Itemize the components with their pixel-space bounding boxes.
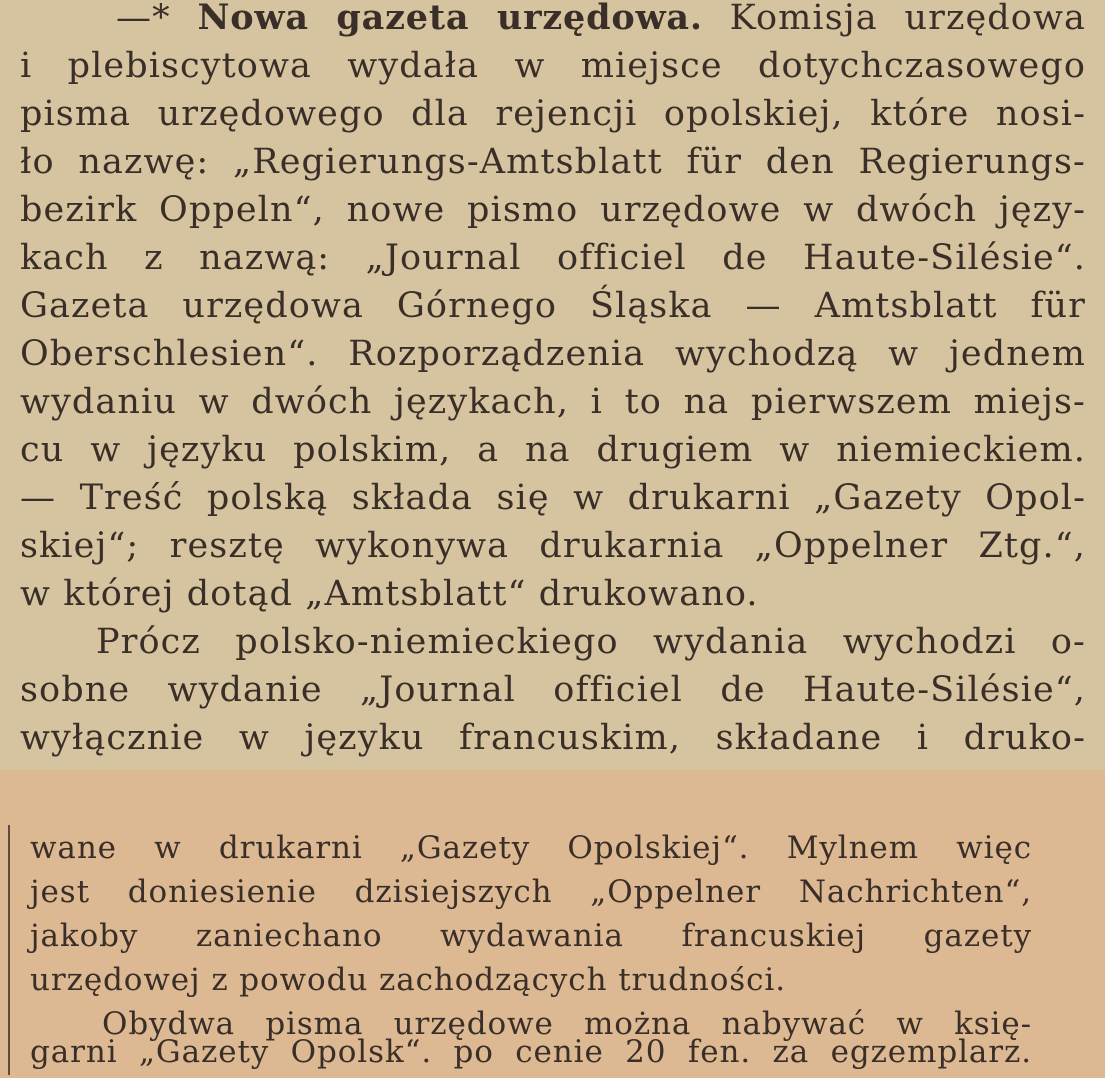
- text-line-3: pisma urzędowego dla rejencji opolskiej, które nosi-: [20, 94, 1086, 134]
- text-line-16: wyłącznie w języku francuskim, składane i druko-: [20, 718, 1086, 758]
- headline: Nowa gazeta urzędowa.: [197, 0, 703, 38]
- text-line-20: urzędowej z powodu zachodzących trudności.: [30, 962, 786, 998]
- column-rule: [8, 825, 10, 1075]
- text-line-1: Komisja urzędowa: [729, 0, 1086, 38]
- text-line-15: sobne wydanie „Journal officiel de Haute-Silésie“,: [20, 670, 1086, 710]
- text-line-7: Gazeta urzędowa Górnego Śląska — Amtsblatt für: [20, 286, 1086, 326]
- text-line-14: Prócz polsko-niemieckiego wydania wychodzi o-: [96, 622, 1086, 662]
- text-line-11: — Treść polską składa się w drukarni „Gazety Opol-: [20, 478, 1086, 518]
- text-line-10: cu w języku polskim, a na drugiem w niemieckiem.: [20, 430, 1086, 470]
- text-line-12: skiej“; resztę wykonywa drukarnia „Oppelner Ztg.“,: [20, 526, 1086, 566]
- text-line-9: wydaniu w dwóch językach, i to na pierwszem miejs-: [20, 382, 1086, 422]
- text-line-13: w której dotąd „Amtsblatt“ drukowano.: [20, 574, 759, 614]
- text-line-22: garni „Gazety Opolsk“. po cenie 20 fen. za egzemplarz.: [30, 1034, 1032, 1070]
- text-line-17: wane w drukarni „Gazety Opolskiej“. Mylnem więc: [30, 830, 1032, 866]
- text-line-6: kach z nazwą: „Journal officiel de Haute-Silésie“.: [20, 238, 1086, 278]
- text-line-8: Oberschlesien“. Rozporządzenia wychodzą w jednem: [20, 334, 1086, 374]
- headline-dash: —*: [116, 0, 198, 38]
- text-line-18: jest doniesienie dzisiejszych „Oppelner Nachrichten“,: [30, 874, 1032, 910]
- headline-line: [116, 0, 1086, 42]
- text-line-19: jakoby zaniechano wydawania francuskiej gazety: [30, 918, 1032, 954]
- text-line-21: Obydwa pisma urzędowe można nabywać w księ-: [102, 1006, 1032, 1042]
- text-line-5: bezirk Oppeln“, nowe pismo urzędowe w dwóch języ-: [20, 190, 1086, 230]
- text-line-4: ło nazwę: „Regierungs-Amtsblatt für den Regierungs-: [20, 142, 1086, 182]
- text-line-2: i plebiscytowa wydała w miejsce dotychczasowego: [20, 46, 1086, 86]
